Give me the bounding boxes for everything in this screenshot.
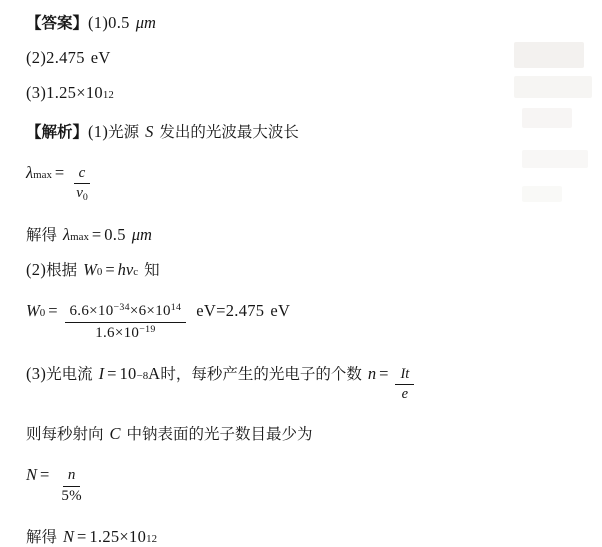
step3-formula <box>26 466 582 506</box>
step2-formula-lhs-sub: 0 <box>39 307 46 320</box>
step3-line2-text-b: 中钠表面的光子数目最少为 <box>126 425 313 444</box>
lambda-symbol: λ <box>26 162 34 182</box>
analysis-label: 【解析】 <box>26 122 89 141</box>
step3-formula-equals: = <box>40 465 50 485</box>
step3-result-value: 1.25×10 <box>89 526 147 546</box>
step1-result-prefix: 解得 <box>26 226 58 245</box>
step3-current-exponent: −8 <box>136 369 149 382</box>
step3-result-prefix: 解得 <box>26 527 58 546</box>
fraction-c-over-nu0 <box>71 165 93 203</box>
step1-text2: 发出的光波最大波长 <box>159 122 299 141</box>
step3-line-2 <box>26 425 582 444</box>
step3-equals-2: = <box>379 363 389 383</box>
fraction-denominator: e <box>401 385 409 402</box>
answer-1-value: 0.5 <box>108 13 130 32</box>
step3-formula-lhs: N <box>26 465 38 485</box>
answer-line-2 <box>26 49 582 68</box>
fraction-numerator: $6.6\times 10^{-34}\times 6\times 10^{14}$ <box>65 302 187 322</box>
step3-current-symbol: I <box>98 363 105 383</box>
equals-sign: = <box>54 162 65 182</box>
fraction-denominator: $\nu_0$ <box>76 185 88 204</box>
answer-2-value: 2.475 <box>46 47 85 67</box>
step1-index: (1) <box>88 121 109 141</box>
fraction-denominator: 5% <box>61 487 82 504</box>
step2-result: 2.475 <box>225 301 265 321</box>
step2-formula <box>26 302 582 343</box>
answer-2-index: (2) <box>26 47 47 67</box>
step1-result-lhs: λ <box>63 225 71 245</box>
step1-formula <box>26 164 582 204</box>
answer-3-value: 1.25×10 <box>46 82 103 102</box>
step2-line <box>26 261 582 280</box>
step1-symbol: S <box>145 121 154 141</box>
step3-line-1 <box>26 365 582 403</box>
answer-line-1 <box>26 14 582 33</box>
step2-w-subscript: 0 <box>96 266 103 279</box>
fraction-numerator: c <box>74 165 91 184</box>
step3-result <box>26 528 582 547</box>
answer-label: 【答案】 <box>26 14 89 32</box>
step1-result-equals: = <box>91 225 102 245</box>
step3-index: (3) <box>26 363 47 383</box>
step2-index: (2) <box>26 260 47 280</box>
step3-text: 光电流 <box>46 364 93 383</box>
fraction-n-over-5pct <box>56 467 87 505</box>
analysis-line-1 <box>26 123 582 142</box>
step2-formula-equals: = <box>48 301 58 321</box>
lambda-subscript: max <box>33 168 52 181</box>
step3-text2: 时，每秒产生的光电子的个数 <box>160 364 362 383</box>
step2-result-unit: eV <box>270 301 291 321</box>
step1-result-lhs-sub: max <box>70 231 89 244</box>
step1-result-unit: μm <box>131 225 152 245</box>
step2-text2: 知 <box>144 261 160 280</box>
fraction-it-over-e <box>395 366 414 402</box>
fraction-numerator: n <box>63 467 81 486</box>
answer-3-exponent: 12 <box>102 88 114 101</box>
fraction-numerator: It <box>395 366 414 385</box>
answer-1-index: (1) <box>88 13 109 32</box>
step3-line2-text: 则每秒射向 <box>26 425 104 444</box>
step1-result <box>26 226 582 245</box>
step2-hnu: hν <box>117 260 134 280</box>
step2-unit: eV <box>196 301 217 321</box>
step2-hnu-subscript: c <box>133 266 139 279</box>
fraction-w0 <box>65 302 187 342</box>
step3-result-equals: = <box>77 526 87 546</box>
step3-current-unit: A <box>148 363 161 383</box>
step2-result-equals: = <box>216 301 226 321</box>
step3-n-symbol: n <box>367 363 377 383</box>
answer-3-index: (3) <box>26 82 47 102</box>
step3-current-value: 10 <box>119 363 137 383</box>
step2-w-symbol: W <box>83 260 97 280</box>
step2-formula-lhs: W <box>26 301 40 321</box>
step3-c-symbol: C <box>109 424 121 444</box>
step1-result-value: 0.5 <box>104 225 126 245</box>
step3-result-lhs: N <box>63 526 75 546</box>
step2-text: 根据 <box>46 261 78 280</box>
step3-result-exponent: 12 <box>146 532 157 545</box>
answer-2-unit: eV <box>90 47 111 67</box>
step2-inline-equals: = <box>105 260 115 280</box>
step1-text: 光源 <box>108 122 140 141</box>
step3-equals-1: = <box>107 363 117 383</box>
answer-line-3 <box>26 84 582 103</box>
answer-1-unit: μm <box>135 13 156 32</box>
fraction-denominator: $1.6\times 10^{-19}$ <box>95 323 156 341</box>
